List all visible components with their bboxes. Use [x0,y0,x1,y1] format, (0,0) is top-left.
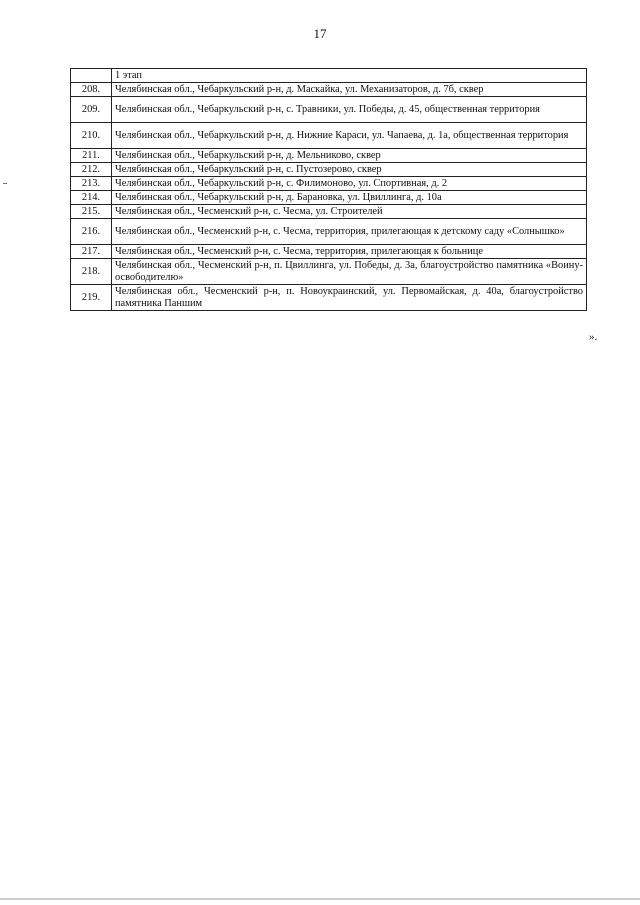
row-address: Челябинская обл., Чесменский р-н, с. Чесма, ул. Строителей [112,205,587,219]
header-num-cell [71,69,112,83]
row-address: Челябинская обл., Чебаркульский р-н, д. Барановка, ул. Цвиллинга, д. 10а [112,191,587,205]
row-number: 213. [71,177,112,191]
stage-table-container [70,68,587,311]
table-row [71,245,587,259]
table-row [71,285,587,311]
stage-label: 1 этап [112,69,587,83]
row-number: 214. [71,191,112,205]
row-address: Челябинская обл., Чебаркульский р-н, с. Пустозерово, сквер [112,163,587,177]
row-number: 211. [71,149,112,163]
row-number: 212. [71,163,112,177]
row-address: Челябинская обл., Чесменский р-н, п. Новоукраинский, ул. Первомайская, д. 40а, благоустройство памятника Паншим [112,285,587,311]
table-row [71,177,587,191]
page-number: 17 [313,26,327,41]
table-row [71,83,587,97]
row-number: 219. [71,285,112,311]
closing-quote-mark: ». [589,331,598,343]
stage-header-row [71,69,587,83]
row-address: Челябинская обл., Чесменский р-н, с. Чесма, территория, прилегающая к больнице [112,245,587,259]
row-address: Челябинская обл., Чебаркульский р-н, д. Мельниково, сквер [112,149,587,163]
stage-table [70,68,587,311]
bottom-scan-edge [0,898,640,900]
table-row [71,205,587,219]
row-number: 210. [71,123,112,149]
row-address: Челябинская обл., Чебаркульский р-н, д. Маскайка, ул. Механизаторов, д. 7б, сквер [112,83,587,97]
table-row [71,191,587,205]
row-number: 217. [71,245,112,259]
table-row [71,163,587,177]
row-number: 208. [71,83,112,97]
table-row [71,123,587,149]
row-number: 218. [71,259,112,285]
row-address: Челябинская обл., Чебаркульский р-н, с. Филимоново, ул. Спортивная, д. 2 [112,177,587,191]
table-row [71,219,587,245]
row-number: 216. [71,219,112,245]
table-row [71,259,587,285]
row-number: 209. [71,97,112,123]
row-address: Челябинская обл., Чесменский р-н, с. Чесма, территория, прилегающая к детскому саду «Солнышко» [112,219,587,245]
table-row [71,149,587,163]
left-margin-mark [3,183,7,184]
row-address: Челябинская обл., Чебаркульский р-н, д. Нижние Караси, ул. Чапаева, д. 1а, общественная территория [112,123,587,149]
table-row [71,97,587,123]
row-address: Челябинская обл., Чесменский р-н, п. Цвиллинга, ул. Победы, д. 3а, благоустройство памятника «Воину-освободителю» [112,259,587,285]
row-address: Челябинская обл., Чебаркульский р-н, с. Травники, ул. Победы, д. 45, общественная территория [112,97,587,123]
row-number: 215. [71,205,112,219]
